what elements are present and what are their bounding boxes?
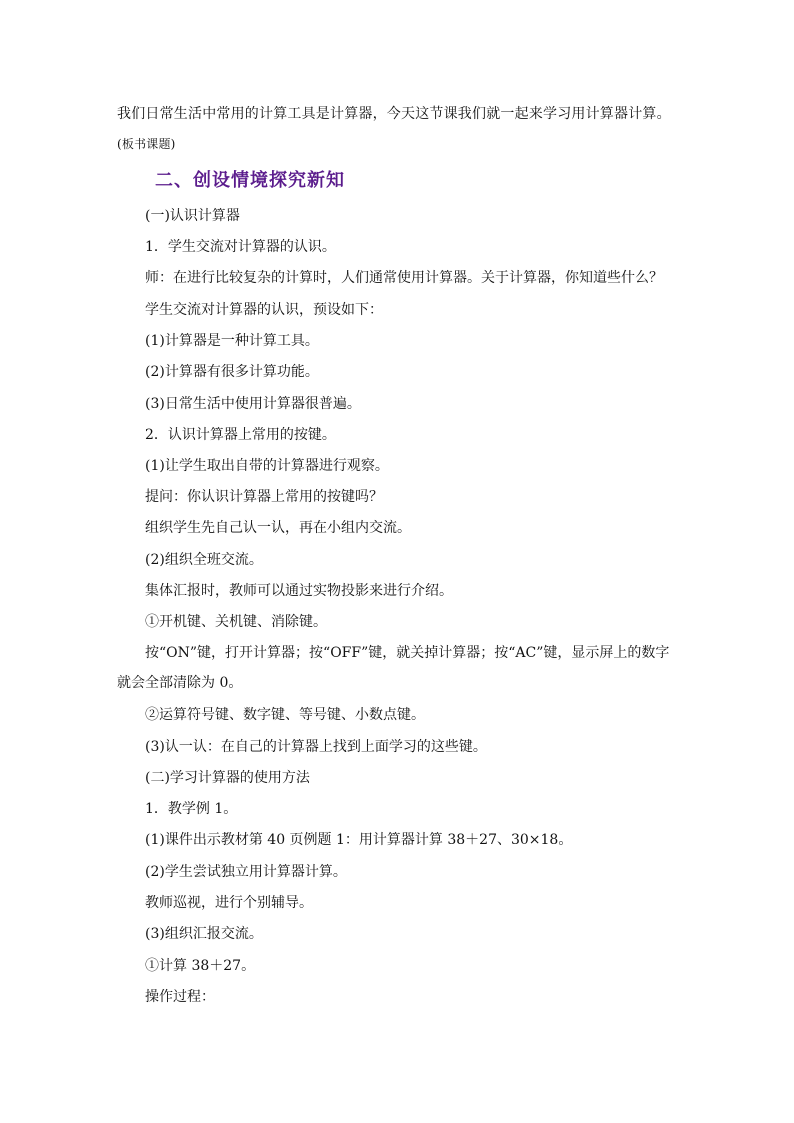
list-item: (1)课件出示教材第 40 页例题 1：用计算器计算 38＋27、30×18。	[145, 832, 573, 848]
list-item: ①计算 38＋27。	[145, 958, 256, 974]
list-item: (3)组织汇报交流。	[145, 926, 263, 942]
paragraph-line: 学生交流对计算器的认识，预设如下：	[145, 302, 383, 318]
list-item: (3)日常生活中使用计算器很普遍。	[145, 396, 361, 412]
list-item: (1)让学生取出自带的计算器进行观察。	[145, 458, 389, 474]
paragraph-line: 操作过程：	[145, 989, 215, 1005]
list-item: (2)计算器有很多计算功能。	[145, 364, 319, 380]
list-item: (2)学生尝试独立用计算器计算。	[145, 864, 347, 880]
paragraph-line: 提问：你认识计算器上常用的按键吗？	[145, 489, 383, 505]
paragraph-line: 教师巡视，进行个别辅导。	[145, 895, 313, 911]
subsection-title: (二)学习计算器的使用方法	[145, 770, 310, 786]
subsection-title: (一)认识计算器	[145, 208, 240, 224]
intro-paragraph	[117, 99, 682, 159]
paragraph-line: 1．教学例 1。	[145, 801, 238, 817]
paragraph-line: 2．认识计算器上常用的按键。	[145, 427, 336, 443]
list-item: (2)组织全班交流。	[145, 552, 263, 568]
list-item: (3)认一认：在自己的计算器上找到上面学习的这些键。	[145, 739, 487, 755]
section-heading: 二、创设情境探究新知	[155, 170, 345, 191]
intro-note: (板书课题)	[117, 137, 176, 151]
paragraph-line: 1．学生交流对计算器的认识。	[145, 239, 336, 255]
paragraph-line: 集体汇报时，教师可以通过实物投影来进行介绍。	[145, 583, 453, 599]
paragraph-line: 师：在进行比较复杂的计算时，人们通常使用计算器。关于计算器，你知道些什么？	[145, 270, 663, 286]
list-item: (1)计算器是一种计算工具。	[145, 333, 319, 349]
list-item: ②运算符号键、数字键、等号键、小数点键。	[145, 707, 425, 723]
paragraph-wrap: 按“ON”键，打开计算器；按“OFF”键，就关掉计算器；按“AC”键，显示屏上的数字就会全部清除为 0。	[117, 645, 670, 691]
intro-text: 我们日常生活中常用的计算工具是计算器，今天这节课我们就一起来学习用计算器计算。	[117, 106, 671, 122]
list-item: ①开机键、关机键、消除键。	[145, 614, 327, 630]
paragraph-line: 组织学生先自己认一认，再在小组内交流。	[145, 520, 411, 536]
